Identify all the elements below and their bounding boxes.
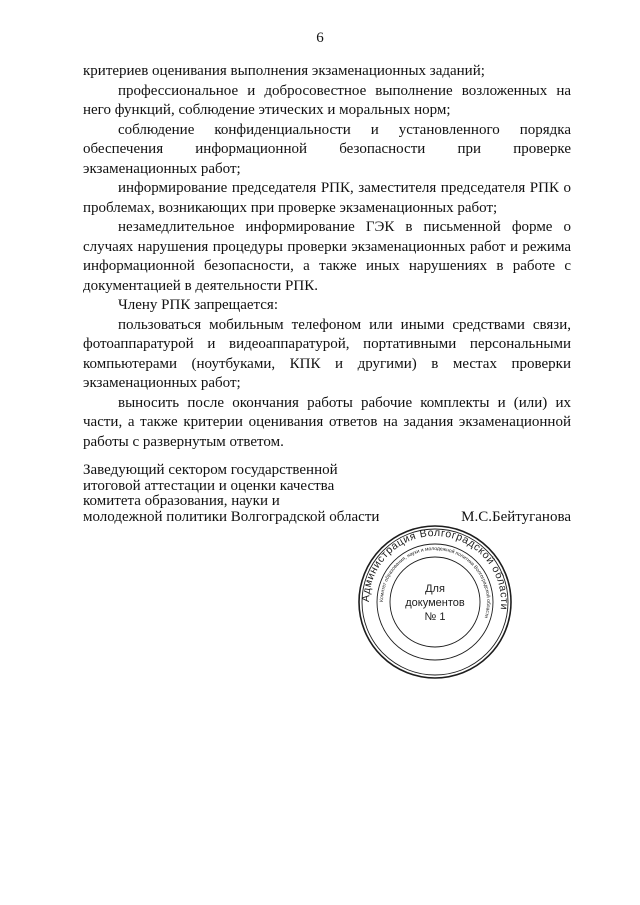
stamp-center-line: Для bbox=[425, 583, 445, 595]
signature-block bbox=[83, 463, 571, 525]
signatory-title-line: Заведующий сектором государственной bbox=[83, 462, 338, 478]
signatory-title-line: молодежной политики Волгоградской области bbox=[83, 508, 380, 525]
stamp-inner-text: Комитет образования, науки и молодежной политики Волгоградской области bbox=[378, 545, 492, 619]
signatory-name: М.С.Бейтуганова bbox=[461, 508, 571, 525]
paragraph: незамедлительное информирование ГЭК в письменной форме о случаях нарушения процедуры проверки экзаменационных работ и режима информационной безопасности, а также иных нарушениях в работе с документацией в деятельности РПК. bbox=[83, 219, 571, 294]
stamp-center-line: № 1 bbox=[424, 611, 446, 623]
stamp-center-line: документов bbox=[405, 597, 465, 609]
paragraph: пользоваться мобильным телефоном или иными средствами связи, фотоаппаратурой и видеоаппаратурой, портативными персональными компьютерами (ноутбуками, КПК и другими) в местах проверки экзаменационных работ; bbox=[83, 316, 571, 391]
signatory-title-line: итоговой аттестации и оценки качества bbox=[83, 477, 335, 494]
page-number: 6 bbox=[316, 30, 324, 46]
paragraph: соблюдение конфиденциальности и установленного порядка обеспечения информационной безопасности при проверке экзаменационных работ; bbox=[83, 121, 571, 177]
body-text bbox=[83, 62, 571, 452]
signatory-title-line: комитета образования, науки и bbox=[83, 493, 280, 509]
paragraph: профессиональное и добросовестное выполнение возложенных на него функций, соблюдение этических и моральных норм; bbox=[83, 82, 571, 118]
stamp-outer-text: Администрация Волгоградской области bbox=[359, 526, 511, 611]
paragraph: выносить после окончания работы рабочие комплекты и (или) их части, а также критерии оценивания ответов на задания экзаменационной работы с развернутым ответом. bbox=[83, 394, 571, 450]
official-stamp bbox=[355, 522, 515, 682]
paragraph: критериев оценивания выполнения экзаменационных заданий; bbox=[83, 63, 485, 79]
paragraph: информирование председателя РПК, заместителя председателя РПК о проблемах, возникающих при проверке экзаменационных работ; bbox=[83, 180, 571, 216]
paragraph: Члену РПК запрещается: bbox=[118, 297, 278, 313]
